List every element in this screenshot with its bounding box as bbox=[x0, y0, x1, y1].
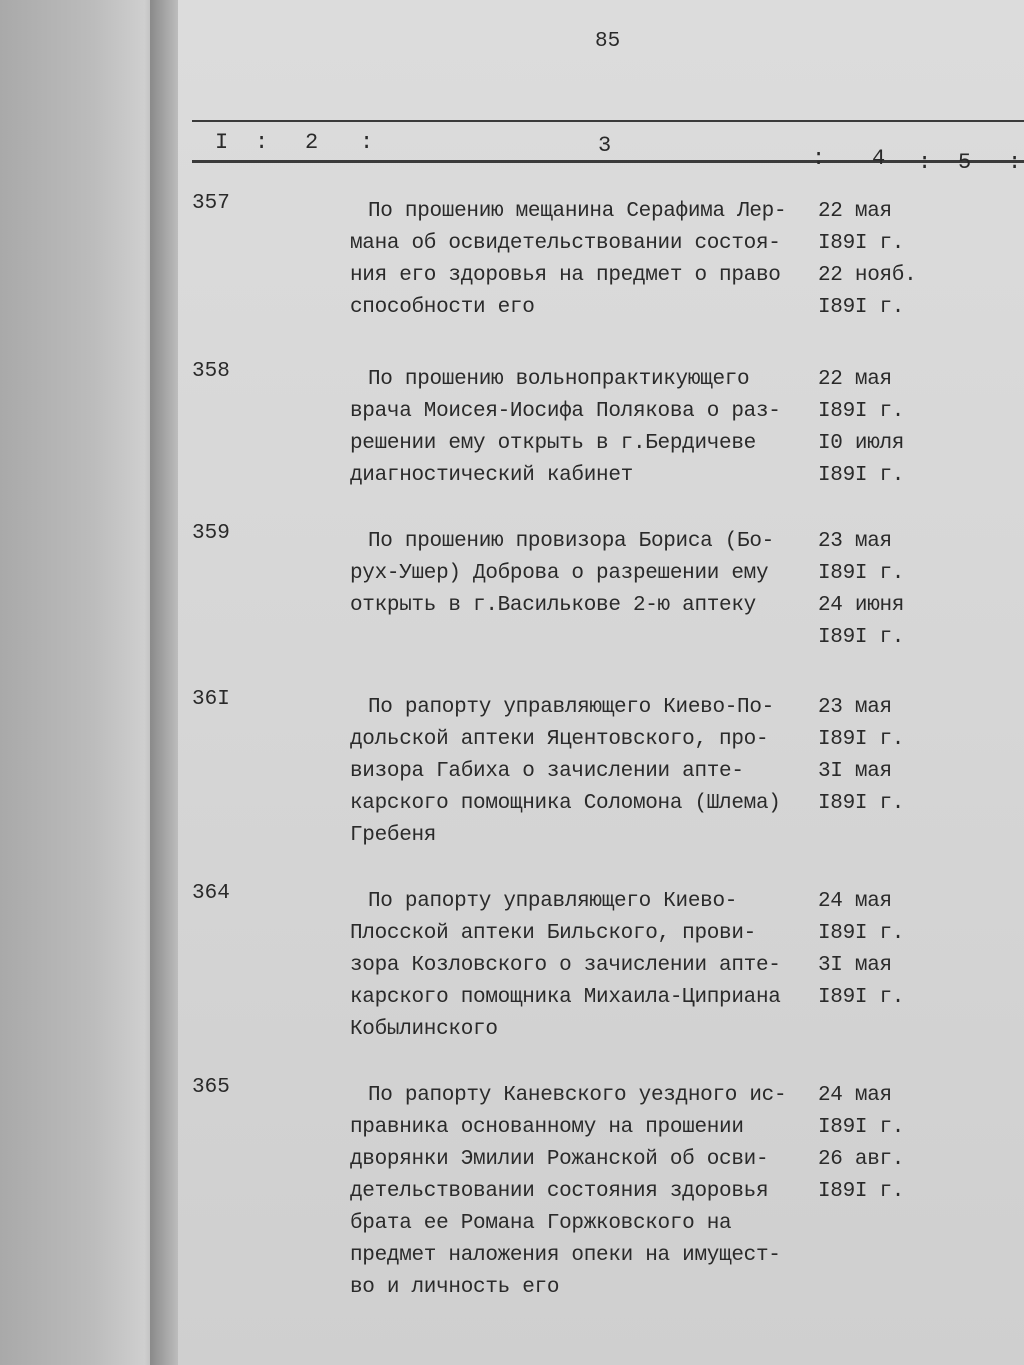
entry-text-line: предмет наложения опеки на имущест- bbox=[350, 1244, 781, 1267]
entry-date: 22 нояб. bbox=[818, 264, 917, 287]
entry-text-line: диагностический кабинет bbox=[350, 464, 633, 487]
entry-text-line: карского помощника Михаила-Циприана bbox=[350, 986, 781, 1009]
entry-text-line: рух-Ушер) Доброва о разрешении ему bbox=[350, 562, 769, 585]
header-col-5: 5 bbox=[958, 150, 972, 175]
entry-number: 357 bbox=[192, 192, 230, 215]
entry-number: 359 bbox=[192, 522, 230, 545]
facing-page bbox=[0, 0, 170, 1365]
entry-text-line: способности его bbox=[350, 296, 535, 319]
entry-text-line: дворянки Эмилии Рожанской об осви- bbox=[350, 1148, 769, 1171]
entry-number: 36I bbox=[192, 688, 230, 711]
entry-text-line: Кобылинского bbox=[350, 1018, 498, 1041]
entry-text-line: карского помощника Соломона (Шлема) bbox=[350, 792, 781, 815]
entry-text-line: правника основанному на прошении bbox=[350, 1116, 744, 1139]
entry-date: I89I г. bbox=[818, 562, 905, 585]
entry-text-line: открыть в г.Василькове 2-ю аптеку bbox=[350, 594, 756, 617]
entry-text-line: По прошению провизора Бориса (Бо- bbox=[368, 530, 774, 553]
entry-date: I89I г. bbox=[818, 922, 905, 945]
entry-date: 23 мая bbox=[818, 530, 892, 553]
entry-number: 358 bbox=[192, 360, 230, 383]
entry-date: I89I г. bbox=[818, 1116, 905, 1139]
entry-date: I89I г. bbox=[818, 232, 905, 255]
header-col-3: 3 bbox=[598, 133, 612, 158]
entry-date: I89I г. bbox=[818, 792, 905, 815]
entry-number: 365 bbox=[192, 1076, 230, 1099]
entry-date: I89I г. bbox=[818, 296, 905, 319]
entry-date: 22 мая bbox=[818, 200, 892, 223]
entry-date: 24 июня bbox=[818, 594, 905, 617]
entry-text-line: дольской аптеки Яцентовского, про- bbox=[350, 728, 769, 751]
entry-text-line: ния его здоровья на предмет о право bbox=[350, 264, 781, 287]
entry-date: I89I г. bbox=[818, 728, 905, 751]
entry-date: I89I г. bbox=[818, 1180, 905, 1203]
header-rule-top bbox=[192, 120, 1024, 122]
header-sep: : bbox=[1008, 150, 1022, 175]
entry-date: I89I г. bbox=[818, 986, 905, 1009]
entry-date: I89I г. bbox=[818, 400, 905, 423]
entry-text-line: визора Габиха о зачислении апте- bbox=[350, 760, 744, 783]
entry-date: I0 июля bbox=[818, 432, 905, 455]
entry-text-line: мана об освидетельствовании состоя- bbox=[350, 232, 781, 255]
entry-text-line: По рапорту управляющего Киево-По- bbox=[368, 696, 774, 719]
entry-date: 24 мая bbox=[818, 1084, 892, 1107]
entry-text-line: зора Козловского о зачислении апте- bbox=[350, 954, 781, 977]
entry-date: I89I г. bbox=[818, 464, 905, 487]
entry-text-line: Гребеня bbox=[350, 824, 437, 847]
entry-text-line: По прошению мещанина Серафима Лер- bbox=[368, 200, 787, 223]
entry-text-line: решении ему открыть в г.Бердичеве bbox=[350, 432, 756, 455]
header-sep: : bbox=[812, 146, 826, 171]
page-number: 85 bbox=[595, 30, 621, 53]
entry-date: I89I г. bbox=[818, 626, 905, 649]
entry-text-line: брата ее Романа Горжковского на bbox=[350, 1212, 732, 1235]
entry-number: 364 bbox=[192, 882, 230, 905]
header-col-4: 4 bbox=[872, 146, 886, 171]
header-sep: : bbox=[360, 130, 374, 155]
entry-date: 3I мая bbox=[818, 954, 892, 977]
entry-text-line: детельствовании состояния здоровья bbox=[350, 1180, 769, 1203]
entry-date: 26 авг. bbox=[818, 1148, 905, 1171]
entry-text-line: По рапорту управляющего Киево- bbox=[368, 890, 738, 913]
entry-date: 23 мая bbox=[818, 696, 892, 719]
entry-text-line: По рапорту Каневского уездного ис- bbox=[368, 1084, 787, 1107]
entry-date: 24 мая bbox=[818, 890, 892, 913]
entry-text-line: Плосской аптеки Бильского, прови- bbox=[350, 922, 756, 945]
header-rule-bottom bbox=[192, 160, 1024, 163]
header-col-1: I bbox=[215, 130, 229, 155]
entry-text-line: во и личность его bbox=[350, 1276, 560, 1299]
entry-text-line: врача Моисея-Иосифа Полякова о раз- bbox=[350, 400, 781, 423]
header-col-2: 2 bbox=[305, 130, 319, 155]
entry-text-line: По прошению вольнопрактикующего bbox=[368, 368, 750, 391]
entry-date: 22 мая bbox=[818, 368, 892, 391]
header-sep: : bbox=[918, 150, 932, 175]
entry-date: 3I мая bbox=[818, 760, 892, 783]
header-sep: : bbox=[255, 130, 269, 155]
